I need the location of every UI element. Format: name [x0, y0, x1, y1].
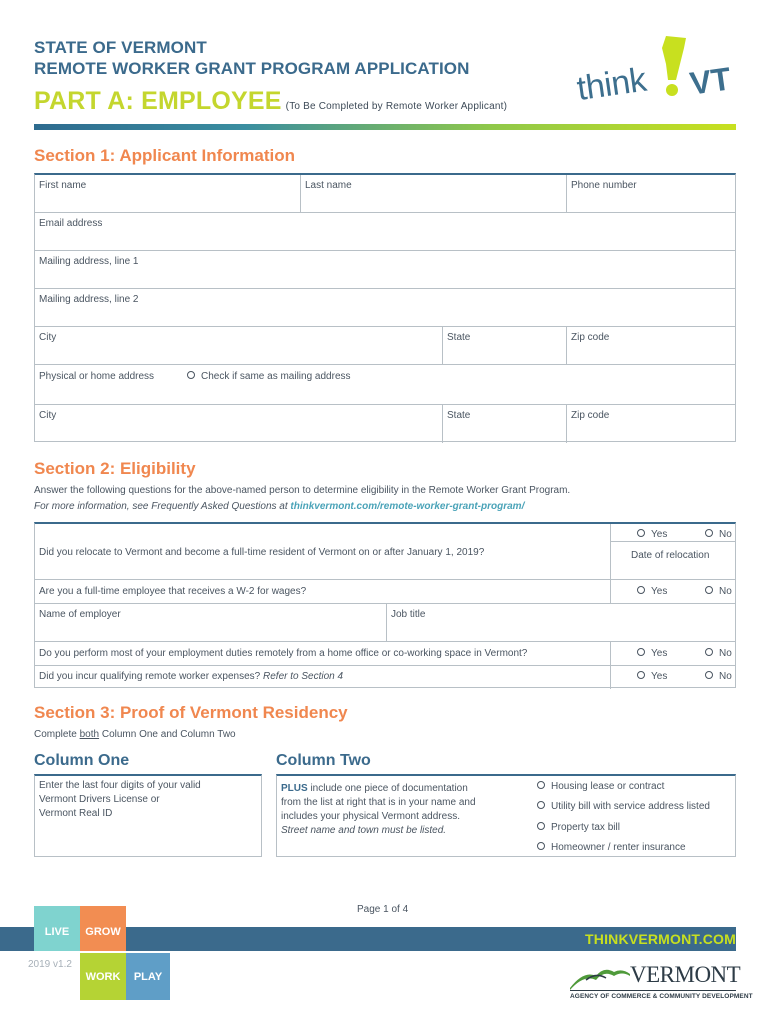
city-state-zip-row [35, 327, 735, 365]
column-two-heading: Column Two [276, 752, 371, 769]
mailing-line2-field[interactable]: Mailing address, line 2 [35, 289, 735, 327]
q2-yes-radio[interactable]: Yes [637, 586, 667, 597]
name-phone-row [35, 175, 735, 213]
eligibility-table [34, 522, 736, 688]
q3-yes-radio[interactable]: Yes [637, 648, 667, 659]
q4-reference: Refer to Section 4 [263, 671, 344, 682]
radio-icon [705, 648, 713, 656]
option-homeowner-insurance[interactable]: Homeowner / renter insurance [537, 842, 686, 853]
form-title-state: STATE OF VERMONT [34, 38, 207, 57]
part-heading: PART A: EMPLOYEE (To Be Completed by Remote Worker Applicant) [34, 87, 508, 115]
section3-heading: Section 3: Proof of Vermont Residency [34, 703, 348, 722]
column-one-heading: Column One [34, 752, 130, 769]
mountain-icon [570, 962, 630, 990]
first-name-field[interactable]: First name [35, 175, 301, 212]
radio-icon [637, 671, 645, 679]
radio-icon [537, 822, 545, 830]
q1-row [35, 524, 735, 580]
section2-heading: Section 2: Eligibility [34, 459, 196, 478]
q2-row [35, 580, 735, 604]
date-of-relocation-field[interactable]: Date of relocation [631, 550, 710, 561]
q2-answer [611, 580, 735, 603]
applicant-info-table [34, 173, 736, 442]
radio-icon [637, 529, 645, 537]
q4-no-radio[interactable]: No [705, 671, 732, 682]
part-subheading: (To Be Completed by Remote Worker Applicant) [285, 101, 508, 112]
section3-instructions: Complete both Column One and Column Two [34, 729, 236, 740]
faq-link[interactable]: thinkvermont.com/remote-worker-grant-program/ [290, 501, 525, 512]
tile-play: PLAY [126, 953, 170, 1000]
mailing-line1-field[interactable]: Mailing address, line 1 [35, 251, 735, 289]
tile-work: WORK [80, 953, 126, 1000]
option-property-tax[interactable]: Property tax bill [537, 822, 620, 833]
option-housing-lease[interactable]: Housing lease or contract [537, 781, 664, 792]
column-one-box[interactable]: Enter the last four digits of your valid Vermont Drivers License or Vermont Real ID [34, 774, 262, 857]
radio-icon [537, 781, 545, 789]
q1-no-radio[interactable]: No [705, 529, 732, 540]
radio-icon [705, 671, 713, 679]
radio-icon [637, 586, 645, 594]
vermont-accd-logo: VERMONT AGENCY OF COMMERCE & COMMUNITY DEVELOPMENT [570, 962, 753, 1000]
q3-row [35, 642, 735, 666]
footer-url[interactable]: THINKVERMONT.COM [585, 931, 736, 947]
phone-field[interactable]: Phone number [571, 180, 637, 191]
radio-icon [187, 371, 195, 379]
job-title-field[interactable]: Job title [391, 609, 426, 620]
column-two-box: PLUS include one piece of documentation from the list at right that is in your name and includes your physical Vermont address. Street name and town must be listed. Housing lease or contract Utility bill with service address listed Property tax bill Homeowner / renter insurance [276, 774, 736, 857]
radio-icon [537, 801, 545, 809]
option-utility-bill[interactable]: Utility bill with service address listed [537, 801, 710, 812]
page-number: Page 1 of 4 [357, 904, 409, 915]
vermont-exclamation-icon [656, 34, 692, 98]
physical-zip-field[interactable]: Zip code [571, 410, 610, 421]
q4-row [35, 666, 735, 689]
q4-yes-radio[interactable]: Yes [637, 671, 667, 682]
email-field[interactable]: Email address [35, 213, 735, 251]
last-name-field[interactable]: Last name [301, 175, 567, 212]
q3-answer [611, 642, 735, 665]
eligibility-intro: Answer the following questions for the above-named person to determine eligibility in the Remote Worker Grant Program. [34, 485, 571, 496]
plus-label: PLUS [281, 783, 308, 794]
q4-answer [611, 666, 735, 689]
radio-icon [705, 586, 713, 594]
city-field[interactable]: City [35, 327, 443, 364]
think-vt-logo: think VT [570, 32, 740, 112]
physical-city-field[interactable]: City [35, 405, 443, 443]
q4-question: Did you incur qualifying remote worker expenses? Refer to Section 4 [35, 666, 611, 689]
physical-city-state-zip-row [35, 405, 735, 443]
tile-live: LIVE [34, 906, 80, 951]
radio-icon [705, 529, 713, 537]
state-field[interactable]: State [443, 327, 567, 364]
radio-icon [637, 648, 645, 656]
employer-row [35, 604, 735, 642]
q2-question: Are you a full-time employee that receives a W-2 for wages? [35, 580, 611, 603]
tile-grow: GROW [80, 906, 126, 951]
q3-no-radio[interactable]: No [705, 648, 732, 659]
q1-yes-radio[interactable]: Yes [637, 529, 667, 540]
version-label: 2019 v1.2 [28, 959, 72, 970]
q1-question: Did you relocate to Vermont and become a full-time resident of Vermont on or after January 1, 2019? [35, 524, 611, 579]
q3-question: Do you perform most of your employment duties remotely from a home office or co-working space in Vermont? [35, 642, 611, 665]
employer-field[interactable]: Name of employer [35, 604, 387, 641]
q1-answer [611, 524, 735, 579]
faq-note: For more information, see Frequently Asked Questions at thinkvermont.com/remote-worker-grant-program/ [34, 501, 525, 512]
radio-icon [537, 842, 545, 850]
same-as-mailing-checkbox[interactable]: Check if same as mailing address [187, 371, 351, 382]
physical-address-field[interactable]: Physical or home address Check if same as mailing address [35, 365, 735, 405]
q2-no-radio[interactable]: No [705, 586, 732, 597]
zip-field[interactable]: Zip code [571, 332, 610, 343]
physical-state-field[interactable]: State [443, 405, 567, 443]
section1-heading: Section 1: Applicant Information [34, 146, 295, 165]
form-title-program: REMOTE WORKER GRANT PROGRAM APPLICATION [34, 59, 470, 78]
header-gradient-bar [34, 124, 736, 130]
